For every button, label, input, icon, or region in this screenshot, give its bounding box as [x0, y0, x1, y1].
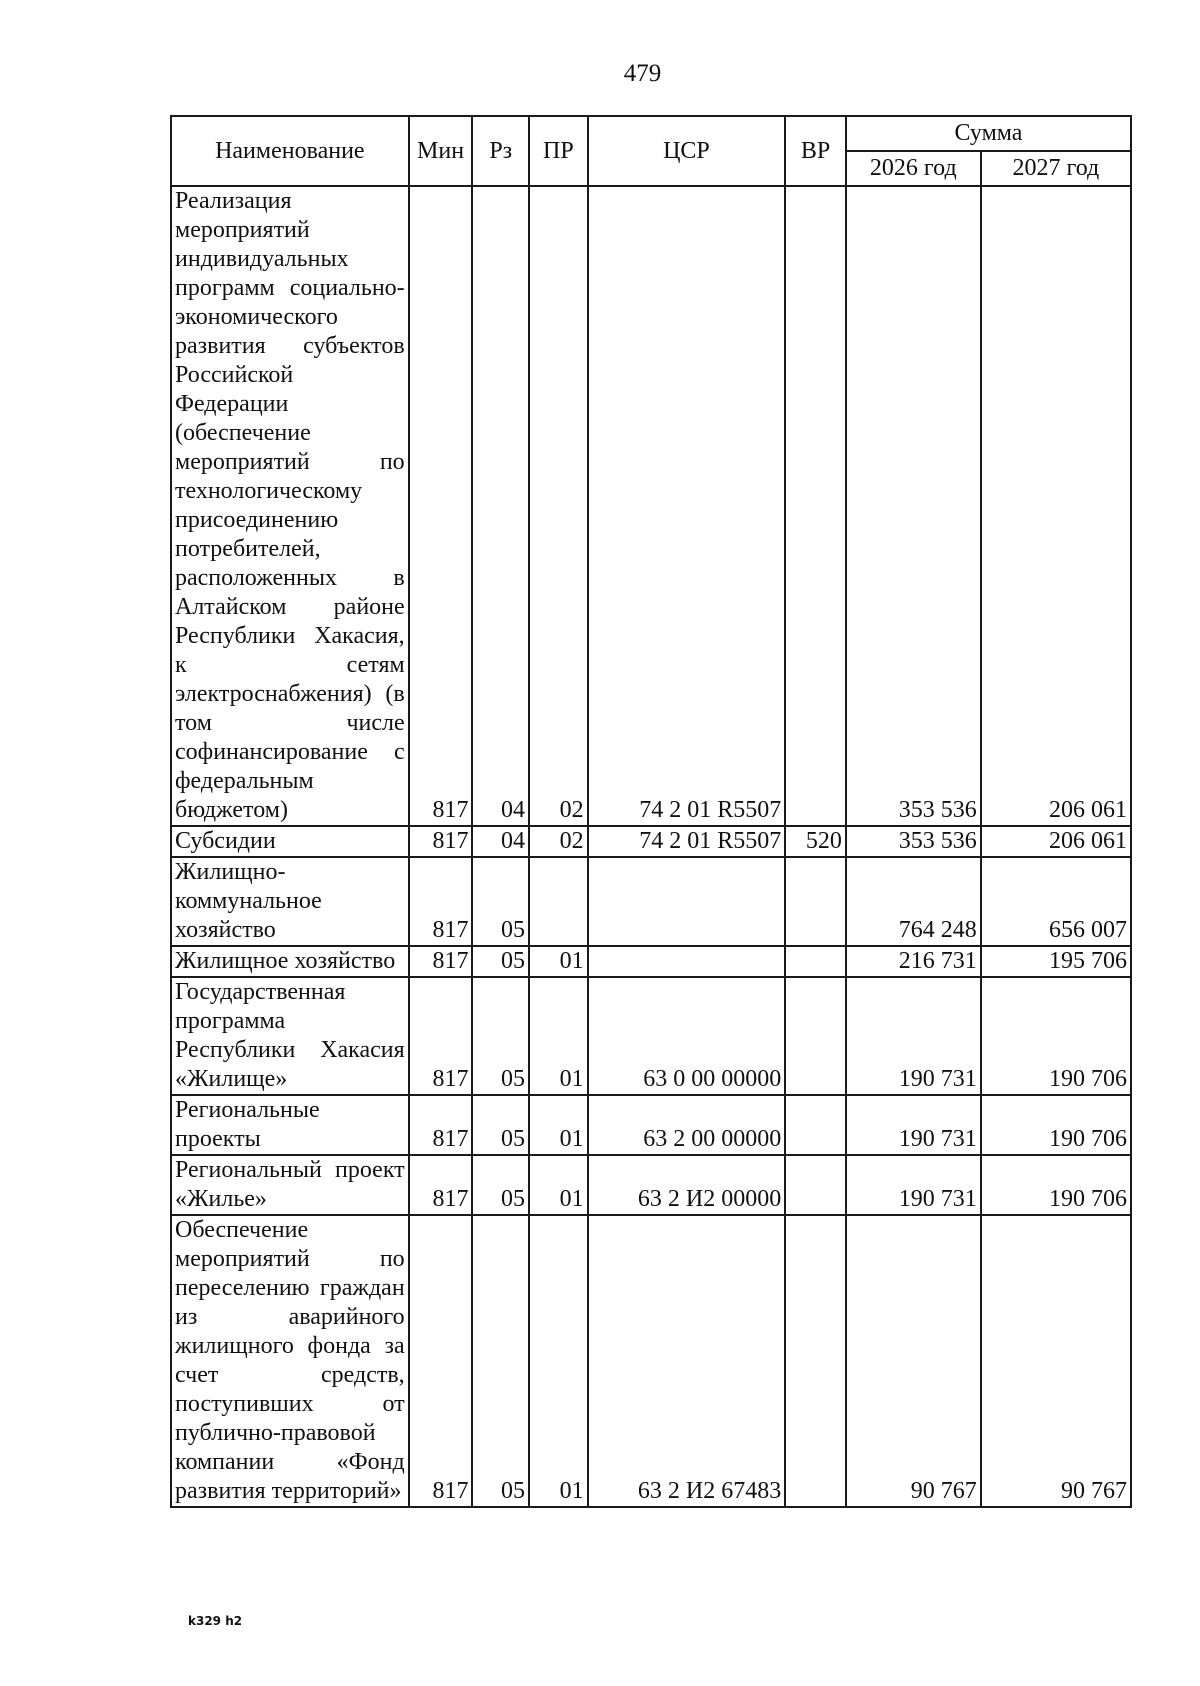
- header-sum: Сумма: [846, 116, 1131, 151]
- row-sum-2027: 656 007: [981, 857, 1131, 946]
- table-row: [171, 977, 1131, 1095]
- row-sum-2026: 190 731: [846, 977, 981, 1095]
- row-name: Региональные проекты: [171, 1095, 409, 1155]
- row-name: Жилищно-коммунальное хозяйство: [171, 857, 409, 946]
- row-name: Субсидии: [171, 826, 409, 857]
- row-rz: 04: [472, 826, 529, 857]
- header-vr: ВР: [785, 116, 846, 186]
- row-sum-2026: 216 731: [846, 946, 981, 977]
- row-min: 817: [409, 826, 473, 857]
- row-sum-2026: 764 248: [846, 857, 981, 946]
- row-name: Обеспечение мероприятий по переселению граждан из аварийного жилищного фонда за счет средств, поступивших от публично-правовой компании «Фонд развития территорий»: [171, 1215, 409, 1507]
- row-pr: 01: [529, 1155, 588, 1215]
- row-rz: 05: [472, 946, 529, 977]
- row-min: 817: [409, 1155, 473, 1215]
- row-pr: 01: [529, 1095, 588, 1155]
- row-pr: 01: [529, 1215, 588, 1507]
- row-csr: 63 2 И2 67483: [588, 1215, 786, 1507]
- row-csr: 74 2 01 R5507: [588, 826, 786, 857]
- row-sum-2027: 190 706: [981, 1095, 1131, 1155]
- header-min: Мин: [409, 116, 473, 186]
- row-min: 817: [409, 1215, 473, 1507]
- row-sum-2026: 190 731: [846, 1155, 981, 1215]
- row-min: 817: [409, 186, 473, 826]
- row-pr: 02: [529, 826, 588, 857]
- row-vr: [785, 1155, 846, 1215]
- row-csr: 74 2 01 R5507: [588, 186, 786, 826]
- table-row: [171, 1155, 1131, 1215]
- row-rz: 04: [472, 186, 529, 826]
- row-vr: [785, 1215, 846, 1507]
- row-name: Государственная программа Республики Хакасия «Жилище»: [171, 977, 409, 1095]
- row-sum-2026: 90 767: [846, 1215, 981, 1507]
- row-rz: 05: [472, 1155, 529, 1215]
- header-csr: ЦСР: [588, 116, 786, 186]
- row-rz: 05: [472, 1095, 529, 1155]
- row-pr: 01: [529, 977, 588, 1095]
- row-csr: 63 0 00 00000: [588, 977, 786, 1095]
- table-row: [171, 1095, 1131, 1155]
- header-year-2026: 2026 год: [846, 151, 981, 186]
- row-vr: [785, 977, 846, 1095]
- header-year-2027: 2027 год: [981, 151, 1131, 186]
- table-row: [171, 857, 1131, 946]
- row-vr: [785, 1095, 846, 1155]
- table-row: [171, 186, 1131, 826]
- row-name: Региональный проект «Жилье»: [171, 1155, 409, 1215]
- row-min: 817: [409, 1095, 473, 1155]
- row-csr: 63 2 00 00000: [588, 1095, 786, 1155]
- row-vr: [785, 857, 846, 946]
- table-row: [171, 1215, 1131, 1507]
- row-pr: 01: [529, 946, 588, 977]
- row-rz: 05: [472, 977, 529, 1095]
- row-name: Жилищное хозяйство: [171, 946, 409, 977]
- table-row: [171, 826, 1131, 857]
- row-sum-2026: 353 536: [846, 826, 981, 857]
- row-sum-2026: 353 536: [846, 186, 981, 826]
- row-pr: 02: [529, 186, 588, 826]
- row-min: 817: [409, 946, 473, 977]
- row-csr: [588, 946, 786, 977]
- row-min: 817: [409, 977, 473, 1095]
- row-name: Реализация мероприятий индивидуальных программ социально-экономического развития субъектов Российской Федерации (обеспечение мероприятий по технологическому присоединению потребителей, расположенных в Алтайском районе Республики Хакасия, к сетям электроснабжения) (в том числе софинансирование с федеральным бюджетом): [171, 186, 409, 826]
- row-rz: 05: [472, 857, 529, 946]
- row-sum-2027: 195 706: [981, 946, 1131, 977]
- row-pr: [529, 857, 588, 946]
- table-row: [171, 946, 1131, 977]
- row-vr: [785, 946, 846, 977]
- row-sum-2027: 206 061: [981, 826, 1131, 857]
- row-csr: [588, 857, 786, 946]
- row-min: 817: [409, 857, 473, 946]
- row-sum-2027: 206 061: [981, 186, 1131, 826]
- header-rz: Рз: [472, 116, 529, 186]
- footer-code: k329 h2: [188, 1614, 243, 1628]
- page-number: 479: [623, 60, 662, 87]
- row-rz: 05: [472, 1215, 529, 1507]
- budget-table: [170, 115, 1132, 1508]
- row-vr: [785, 186, 846, 826]
- row-csr: 63 2 И2 00000: [588, 1155, 786, 1215]
- header-pr: ПР: [529, 116, 588, 186]
- row-sum-2027: 190 706: [981, 977, 1131, 1095]
- row-sum-2027: 190 706: [981, 1155, 1131, 1215]
- header-name: Наименование: [171, 116, 409, 186]
- row-vr: 520: [785, 826, 846, 857]
- row-sum-2026: 190 731: [846, 1095, 981, 1155]
- row-sum-2027: 90 767: [981, 1215, 1131, 1507]
